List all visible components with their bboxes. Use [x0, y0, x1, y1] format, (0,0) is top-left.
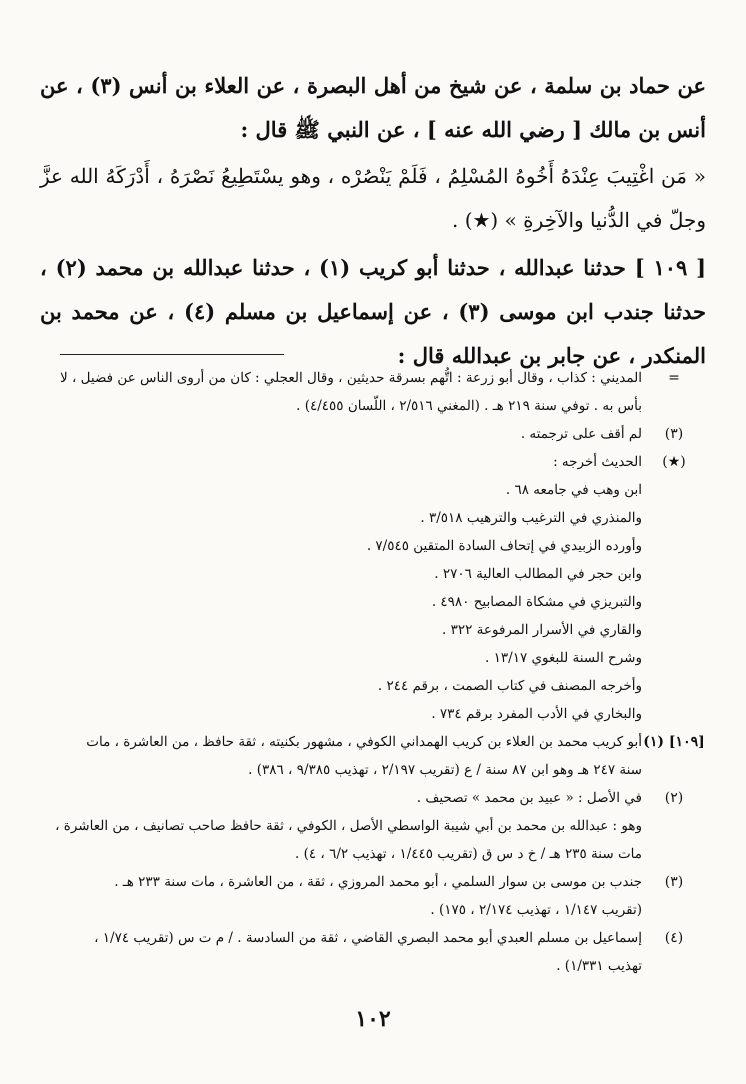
footnote-4: [40, 924, 706, 980]
footnote-separator: [60, 354, 284, 355]
footnote-line: إسماعيل بن مسلم العبدي أبو محمد البصري القاضي ، ثقة من السادسة . / م ت س (تقريب ١/٧٤ ،: [94, 930, 642, 946]
footnote-line: بأس به . توفي سنة ٢١٩ هـ . (المغني ٢/٥١٦ ، اللّسان ٤/٤٥٥) .: [296, 398, 642, 414]
footnote-mark: (٢): [664, 790, 684, 806]
footnote-line: سنة ٢٤٧ هـ وهو ابن ٨٧ سنة / ع (تقريب ٢/١٩٧ ، تهذيب ٩/٣٨٥ ، ٣٨٦) .: [248, 762, 642, 778]
footnote-mark: =: [668, 370, 680, 386]
page-number: ١٠٢: [355, 1006, 391, 1032]
footnote-109-1: [40, 728, 706, 784]
footnote-line: ابن وهب في جامعه ٦٨ .: [505, 482, 642, 498]
footnote-line: الحديث أخرجه :: [553, 454, 642, 470]
footnote-mark: [١٠٩] (١): [643, 734, 705, 750]
footnote-line: لم أقف على ترجمته .: [520, 426, 642, 442]
footnote-mark: (٣): [664, 874, 684, 890]
footnote-3: [40, 420, 706, 448]
footnote-3b: [40, 868, 706, 924]
footnote-line: وهو : عبدالله بن محمد بن أبي شيبة الواسطي الأصل ، الكوفي ، ثقة حافظ صاحب تصانيف ، من العاشرة ،: [55, 818, 642, 834]
footnote-line: والبخاري في الأدب المفرد برقم ٧٣٤ .: [431, 706, 642, 722]
footnote-mark: (★): [662, 454, 686, 470]
footnote-line: جندب بن موسى بن سوار السلمي ، أبو محمد المروزي ، ثقة ، من العاشرة ، مات سنة ٢٣٣ هـ .: [114, 874, 642, 890]
footnote-line: في الأصل : « عبيد بن محمد » تصحيف .: [416, 790, 642, 806]
isnad-paragraph: عن حماد بن سلمة ، عن شيخ من أهل البصرة ، عن العلاء بن أنس (٣) ، عن أنس بن مالك [ رضي الله عنه ] ، عن النبي ﷺ قال :: [40, 73, 707, 142]
footnote-line: أبو كريب محمد بن العلاء بن كريب الهمداني الكوفي ، مشهور بكنيته ، ثقة حافظ ، من العاشرة ، مات: [86, 734, 642, 750]
footnotes: [40, 364, 706, 980]
footnote-line: والقاري في الأسرار المرفوعة ٣٢٢ .: [442, 622, 642, 638]
footnote-line: والتبريزي في مشكاة المصابيح ٤٩٨٠ .: [431, 594, 642, 610]
footnote-2: [40, 784, 706, 868]
footnote-line: وأورده الزبيدي في إتحاف السادة المتقين ٧/٥٤٥ .: [366, 538, 642, 554]
footnote-line: وشرح السنة للبغوي ١٣/١٧ .: [485, 650, 642, 666]
hadith-109-isnad: [ ١٠٩ ] حدثنا عبدالله ، حدثنا أبو كريب (١) ، حدثنا عبدالله بن محمد (٢) ، حدثنا جندب ابن موسى (٣) ، عن إسماعيل بن مسلم (٤) ، عن محمد بن المنكدر ، عن جابر بن عبدالله قال :: [40, 255, 707, 368]
footnote-line: والمنذري في الترغيب والترهيب ٣/٥١٨ .: [420, 510, 642, 526]
footnote-line: مات سنة ٢٣٥ هـ / خ د س ق (تقريب ١/٤٤٥ ، تهذيب ٦/٢ ، ٤) .: [295, 846, 642, 862]
footnote-line: تهذيب ١/٣٣١) .: [556, 958, 642, 974]
footnote-continued: [40, 364, 706, 420]
footnote-line: (تقريب ١/١٤٧ ، تهذيب ٢/١٧٤ ، ١٧٥) .: [430, 902, 642, 918]
footnote-mark: (٣): [664, 426, 684, 442]
footnote-line: وابن حجر في المطالب العالية ٢٧٠٦ .: [434, 566, 642, 582]
footnote-star: [40, 448, 706, 728]
footnote-mark: (٤): [664, 930, 684, 946]
footnote-line: المديني : كذاب ، وقال أبو زرعة : اتُّهم بسرقة حديثين ، وقال العجلي : كان من أروى الناس عن فضيل ، لا: [60, 370, 642, 386]
hadith-text: « مَن اغْتِيبَ عِنْدَهُ أَخُوهُ المُسْلِمُ ، فَلَمْ يَنْصُرْه ، وهو يسْتَطِيعُ نَصْرَهُ ، أَدْرَكَهُ الله عزَّ وجلّ في الدُّنيا والآخِرةِ » (★) .: [40, 164, 706, 232]
footnote-line: وأخرجه المصنف في كتاب الصمت ، برقم ٢٤٤ .: [377, 678, 642, 694]
